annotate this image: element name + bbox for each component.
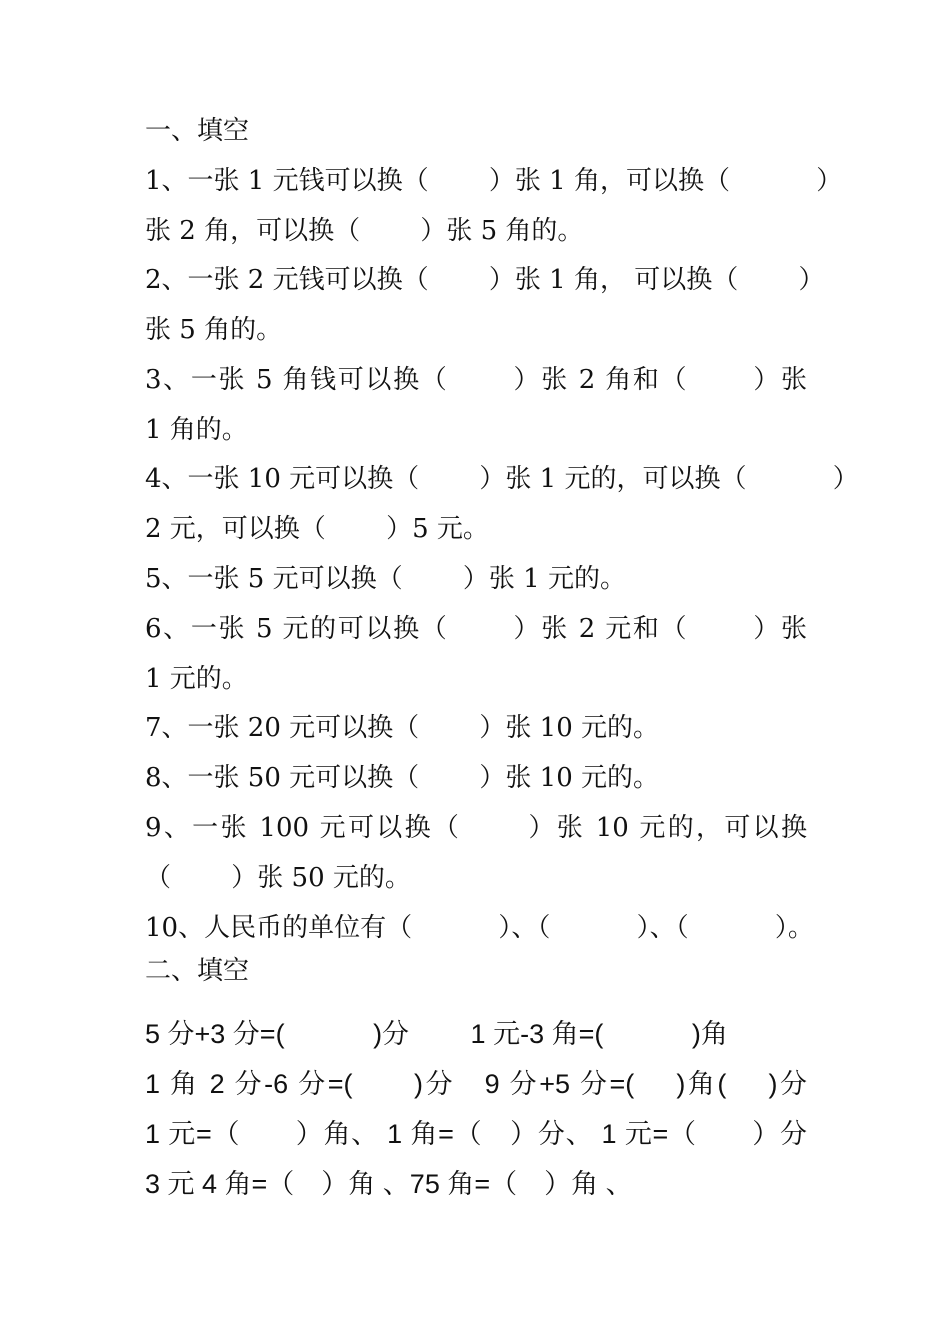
calc-line-3: 1 元=（ ）角、 1 角=（ ）分、 1 元=（ ）分 — [145, 1119, 807, 1149]
calc-line-2: 1 角 2 分-6 分=( )分 9 分+5 分=( )角( )分 — [145, 1069, 807, 1099]
question-7: 7、一张 20 元可以换（ ）张 10 元的。 — [145, 713, 660, 743]
question-2-line-1: 2、一张 2 元钱可以换（ ）张 1 角， 可以换（ ） — [145, 265, 825, 295]
question-8: 8、一张 50 元可以换（ ）张 10 元的。 — [145, 763, 660, 793]
section2-heading: 二、填空 — [145, 956, 250, 986]
question-5: 5、一张 5 元可以换（ ）张 1 元的。 — [145, 564, 626, 594]
question-6-line-2: 1 元的。 — [145, 664, 248, 694]
section1-heading: 一、填空 — [145, 116, 250, 146]
question-4-line-1: 4、一张 10 元可以换（ ）张 1 元的，可以换（ ） — [145, 464, 859, 494]
question-6-line-1: 6、一张 5 元的可以换（ ）张 2 元和（ ）张 — [145, 614, 807, 644]
question-2-line-2: 张 5 角的。 — [145, 315, 283, 345]
question-1-line-1: 1、一张 1 元钱可以换（ ）张 1 角，可以换（ ） — [145, 166, 843, 196]
question-1-line-2: 张 2 角，可以换（ ）张 5 角的。 — [145, 216, 584, 246]
question-9-line-2: （ ）张 50 元的。 — [145, 863, 411, 893]
question-3-line-2: 1 角的。 — [145, 415, 248, 445]
calc-line-4: 3 元 4 角=（ ）角 、75 角=（ ）角 、 — [145, 1169, 633, 1199]
question-9-line-1: 9、一张 100 元可以换（ ）张 10 元的，可以换 — [145, 813, 807, 843]
question-10: 10、人民币的单位有（ ）、（ ）、（ ）。 — [145, 913, 814, 943]
question-3-line-1: 3、一张 5 角钱可以换（ ）张 2 角和（ ）张 — [145, 365, 807, 395]
calc-line-1: 5 分+3 分=( )分 1 元-3 角=( )角 — [145, 1019, 728, 1049]
question-4-line-2: 2 元，可以换（ ）5 元。 — [145, 514, 489, 544]
